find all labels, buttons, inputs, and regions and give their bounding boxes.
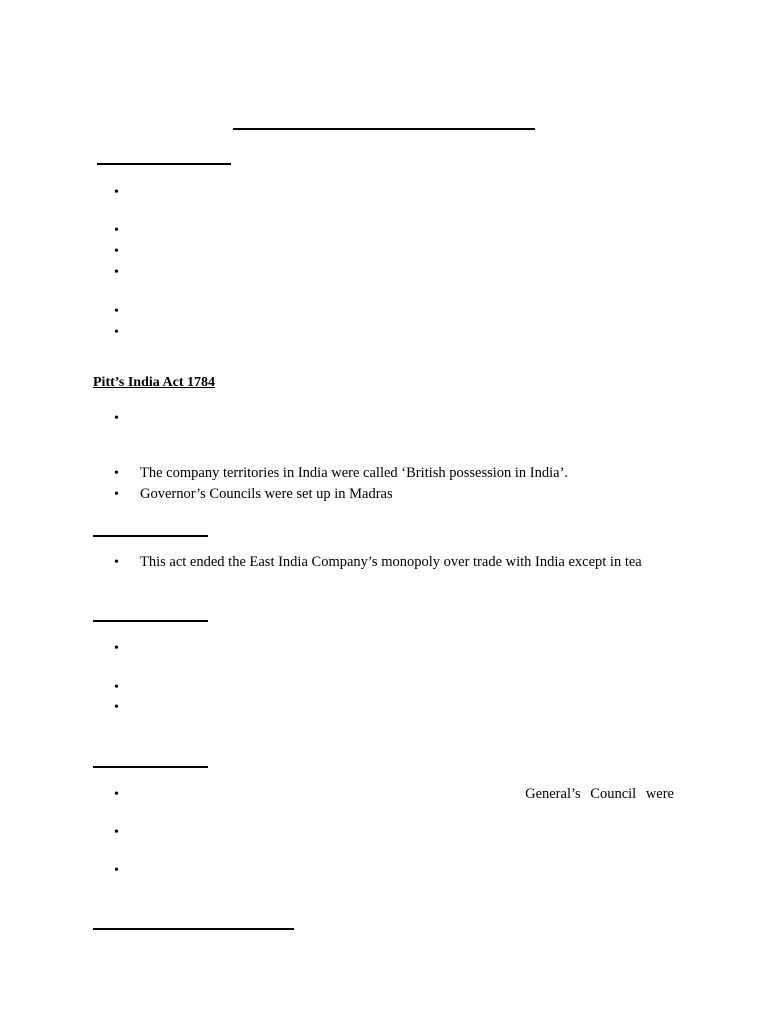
bullet-icon: •	[114, 863, 119, 878]
bullet-icon: •	[114, 244, 119, 259]
bullet-icon: •	[114, 641, 119, 656]
section-a-underline	[97, 163, 231, 165]
list-item-fragment: General’s Council were	[525, 786, 674, 802]
bullet-icon: •	[114, 555, 119, 570]
bullet-icon: •	[114, 325, 119, 340]
section-d-underline	[93, 620, 208, 622]
bullet-icon: •	[114, 185, 119, 200]
section-heading-pitts-india-act: Pitt’s India Act 1784	[93, 375, 215, 390]
title-underline	[233, 128, 535, 130]
section-f-underline	[93, 928, 294, 930]
bullet-icon: •	[114, 223, 119, 238]
bullet-icon: •	[114, 787, 119, 802]
section-e-underline	[93, 766, 208, 768]
list-item: The company territories in India were called ‘British possession in India’.	[140, 465, 569, 481]
list-item: Governor’s Councils were set up in Madras	[140, 486, 393, 502]
bullet-icon: •	[114, 680, 119, 695]
bullet-icon: •	[114, 265, 119, 280]
section-c-underline	[93, 535, 208, 537]
bullet-icon: •	[114, 466, 119, 481]
list-item: This act ended the East India Company’s monopoly over trade with India except in tea	[140, 554, 642, 570]
bullet-icon: •	[114, 304, 119, 319]
bullet-icon: •	[114, 825, 119, 840]
bullet-icon: •	[114, 700, 119, 715]
bullet-icon: •	[114, 411, 119, 426]
bullet-icon: •	[114, 487, 119, 502]
